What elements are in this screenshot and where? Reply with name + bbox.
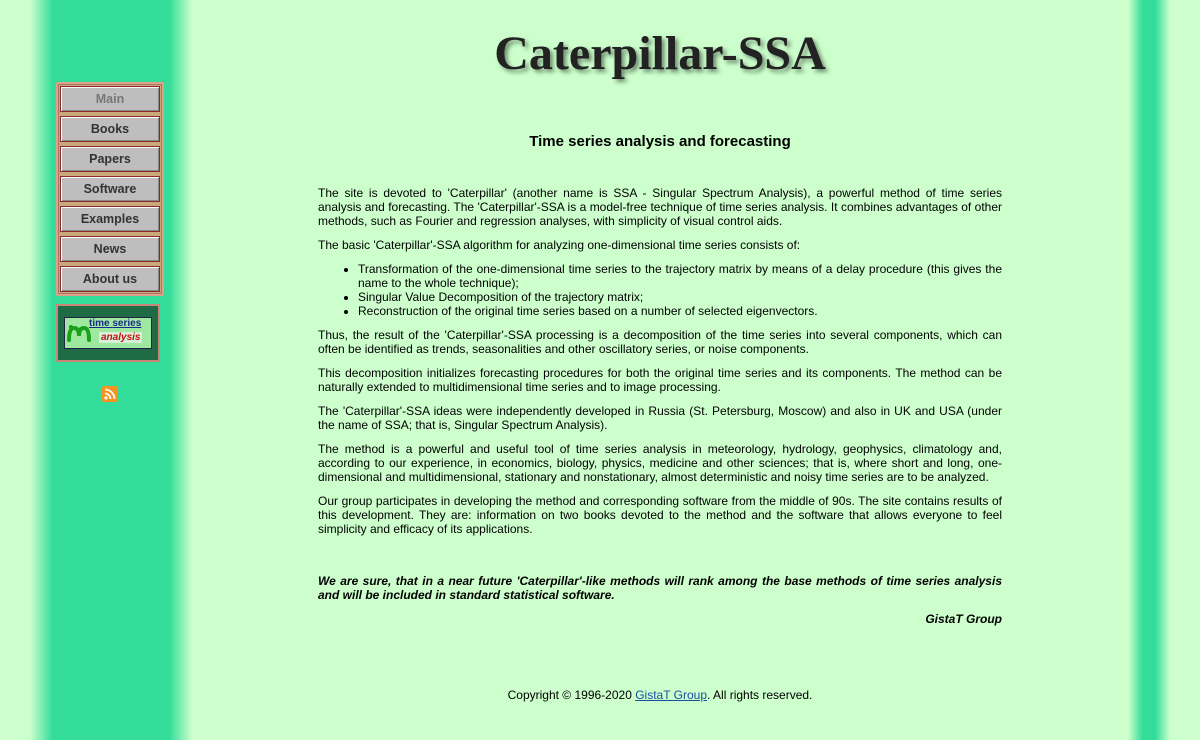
right-green-band	[1128, 0, 1170, 740]
list-item: • Singular Value Decomposition of the trajectory matrix;	[358, 290, 1002, 304]
logo-line-2: analysis	[101, 332, 141, 343]
site-title: Caterpillar-SSA	[494, 27, 826, 80]
menu-item-examples[interactable]: Examples	[60, 206, 160, 232]
rss-icon[interactable]	[102, 386, 118, 402]
main-content	[318, 186, 1002, 636]
menu-item-books[interactable]: Books	[60, 116, 160, 142]
footer-gistat-link[interactable]: GistaT Group	[635, 688, 708, 702]
paragraph-history: The 'Caterpillar'-SSA ideas were independently developed in Russia (St. Petersburg, Moscow) and also in UK and USA (under the name of SSA; that is, Singular Spectrum Analysis).	[318, 404, 1002, 432]
paragraph-forecasting: This decomposition initializes forecasting procedures for both the original time series and its components. The method can be naturally extended to multidimensional time series and to image processing.	[318, 366, 1002, 394]
algorithm-steps-list	[318, 262, 1002, 318]
paragraph-group: Our group participates in developing the method and corresponding software from the middle of 90s. The site contains results of this development. They are: information on two books devoted to the method and the software that allows everyone to feel simplicity and efficacy of its applications.	[318, 494, 1002, 536]
list-item: • Transformation of the one-dimensional time series to the trajectory matrix by means of a delay procedure (this gives the name to the whole technique);	[358, 262, 1002, 290]
caterpillar-icon	[67, 322, 91, 344]
paragraph-applications: The method is a powerful and useful tool of time series analysis in meteorology, hydrology, geophysics, climatology and, according to our experience, in economics, biology, physics, medicine and other sciences; that is, where short and long, one-dimensional and multidimensional, stationary and nonstationary, almost deterministic and noisy time series are to be analyzed.	[318, 442, 1002, 484]
list-item: • Reconstruction of the original time series based on a number of selected eigenvectors.	[358, 304, 1002, 318]
footer-copyright	[318, 688, 1002, 702]
rss-glyph	[102, 386, 118, 402]
signature: GistaT Group	[925, 612, 1002, 626]
copyright-suffix: . All rights reserved.	[707, 688, 813, 702]
logo-inner	[64, 317, 152, 349]
paragraph-result: Thus, the result of the 'Caterpillar'-SSA processing is a decomposition of the time series into several components, which can often be identified as trends, seasonalities and other oscillatory series, or noise components.	[318, 328, 1002, 356]
menu-item-main[interactable]: Main	[60, 86, 160, 112]
menu-item-papers[interactable]: Papers	[60, 146, 160, 172]
menu-item-software[interactable]: Software	[60, 176, 160, 202]
logo-line-1: time series	[89, 318, 142, 329]
paragraph-algorithm: The basic 'Caterpillar'-SSA algorithm for analyzing one-dimensional time series consists of:	[318, 238, 801, 252]
time-series-analysis-logo[interactable]	[56, 304, 160, 362]
paragraph-intro: The site is devoted to 'Caterpillar' (another name is SSA - Singular Spectrum Analysis), a powerful method of time series analysis and forecasting. The 'Caterpillar'-SSA is a model-free technique of time series analysis. It combines advantages of other methods, such as Fourier and regression analyses, with simplicity of visual control aids.	[318, 186, 1002, 228]
page-subtitle: Time series analysis and forecasting	[529, 133, 791, 150]
copyright-text: Copyright © 1996-2020	[507, 688, 636, 702]
closing-quote: We are sure, that in a near future 'Caterpillar'-like methods will rank among the base methods of time series analysis and will be included in standard statistical software.	[318, 574, 1002, 602]
menu-item-about-us[interactable]: About us	[60, 266, 160, 292]
menu-item-news[interactable]: News	[60, 236, 160, 262]
main-menu	[56, 82, 164, 296]
